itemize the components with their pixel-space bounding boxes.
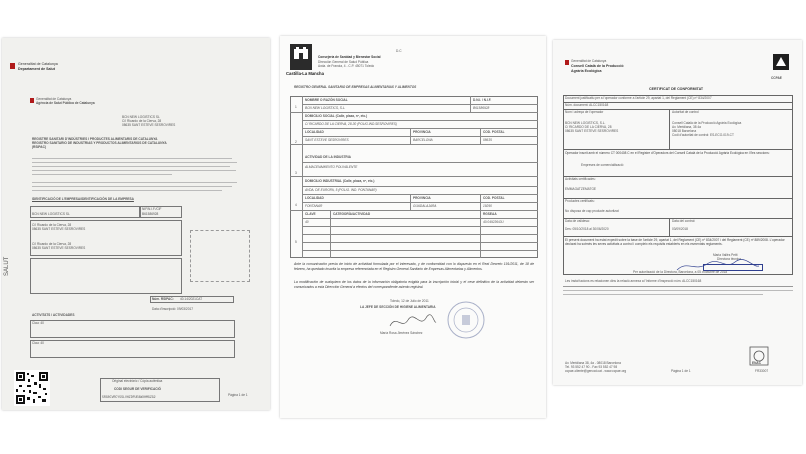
doc2-row-divider bbox=[290, 112, 538, 113]
doc2-body2: La modificación de cualquiera de los datos de la información obligatoria exigida para la inscripción inicial y el cese definitivo de la actividad deberán ser comunicados a esta Dirección General a efectos del correspondiente asiento registral. bbox=[294, 280, 534, 289]
doc3-text-line bbox=[563, 294, 763, 295]
doc1-dept: Departament de Salut bbox=[18, 67, 55, 71]
doc2-loc2-label: LOCALIDAD bbox=[305, 196, 324, 200]
doc1-side-label: SALUT bbox=[4, 256, 10, 276]
document-castilla-la-mancha-registration bbox=[280, 36, 546, 418]
doc1-text-line bbox=[32, 158, 232, 159]
doc1-text-line bbox=[32, 162, 237, 163]
doc2-row-num-1: 1 bbox=[295, 105, 297, 109]
generalitat-logo-icon bbox=[10, 63, 15, 69]
doc1-title1: REGISTRE SANITARI D'INDÚSTRIES I PRODUCTES ALIMENTARIS DE CATALUNYA bbox=[32, 137, 158, 141]
doc3-signer-name: Maria Vallès Petit bbox=[713, 253, 738, 257]
doc2-row3-label: ACTIVIDAD DE LA INDUSTRIA bbox=[305, 155, 351, 159]
doc1-text-line bbox=[32, 190, 222, 191]
doc3-reg-text: Operador inscrit amb el número CT 000408 C en el Registre d'Operadors del Consell Català de la Producció Agrària Ecològica en l'/les seccions: bbox=[565, 151, 770, 155]
doc2-row3-value: ALMACENAMIENTO POLIVALENTE bbox=[305, 165, 358, 169]
doc2-logo-text: Castilla-La Mancha bbox=[286, 71, 324, 76]
doc3-page: Pàgina 1 de 1 bbox=[671, 369, 691, 373]
doc2-consejeria: Consejería de Sanidad y Bienestar Social bbox=[318, 55, 381, 59]
doc2-row-num-3: 3 bbox=[295, 171, 297, 175]
doc1-text-line bbox=[32, 182, 237, 183]
doc3-control-label: Data del control: bbox=[672, 219, 696, 223]
doc3-op-street: C/ RICARDO DE LA CIERVA, 28 bbox=[565, 125, 612, 129]
doc3-body: El present document ha estat expedit sobre la base de l'article 29, apartat 1, del Reglament (CE) nº 834/2007 i del Reglament (CE) nº 889/2008. L'operador declarat ha sotmès les seves activitats a control i compleix els requisits establerts en els esmentats reglaments. bbox=[565, 238, 785, 247]
doc3-divider bbox=[563, 176, 793, 177]
doc1-company: BCN NEW LOGISTICS SL bbox=[122, 115, 160, 119]
doc2-cp2-label: COD. POSTAL bbox=[483, 196, 505, 200]
doc2-row-divider bbox=[302, 186, 538, 187]
doc1-gen: Generalitat de Catalunya bbox=[18, 62, 58, 66]
doc2-row-num-4: 4 bbox=[295, 203, 297, 207]
doc2-signer-role: LA JEFE DE SECCIÓN DE HIGIENE ALIMENTARIA bbox=[360, 305, 436, 309]
doc2-row-divider bbox=[302, 234, 538, 235]
doc3-auth-label: Autoritat de control bbox=[672, 110, 699, 114]
doc1-date: Data d'inscripció: 09/03/2017 bbox=[152, 307, 194, 311]
doc2-loc-label: LOCALIDAD bbox=[305, 130, 324, 134]
doc3-signer-role: Directora tècnica bbox=[717, 257, 741, 261]
doc1-class1: Clau: 40 bbox=[32, 321, 44, 325]
doc2-top-mark: D.C bbox=[396, 49, 402, 53]
doc3-gen: Generalitat de Catalunya bbox=[571, 59, 607, 63]
doc3-auth-street: Av. Meridiana, 38 4a bbox=[672, 125, 701, 129]
doc2-row-divider bbox=[302, 194, 538, 195]
doc2-row2-value: C/ RICARDO DE LA CIERVA, 28-30 (POLIG.IND.SESROVIRES) bbox=[305, 122, 397, 126]
qr-code-icon bbox=[14, 370, 50, 406]
doc3-ccpae: CCPAE bbox=[771, 76, 782, 80]
doc1-activities: ACTIVITATS / ACTIVIDADES bbox=[32, 313, 75, 317]
doc1-code: 5RG0CVRCY5SLVHZDFUE8WXHMGZG2 bbox=[102, 395, 156, 399]
generalitat-small-logo-icon bbox=[30, 98, 34, 103]
doc1-inner-gen: Generalitat de Catalunya bbox=[36, 97, 72, 101]
doc1-address-street-2: C/I Ricardo de la Cierva, 28 bbox=[32, 242, 72, 246]
doc2-row4-value: AVDA. DE EUROPA, 5 (POLIG. IND. PONTANAR) bbox=[305, 188, 377, 192]
doc2-cat-label: CATEGORÍA/ACTIVIDAD bbox=[333, 212, 371, 216]
doc1-reg-label: Núm. RSIPAC: bbox=[152, 297, 174, 301]
doc3-divider bbox=[563, 198, 793, 199]
doc2-dni-label: D.N.I. / N.I.F. bbox=[473, 98, 492, 102]
doc3-op-label: Nom i adreça de l'operador bbox=[565, 110, 604, 114]
doc1-street: C/I Ricardo de la Cierva, 28 bbox=[122, 119, 162, 123]
generalitat-logo-icon bbox=[565, 60, 569, 65]
doc2-prov2-label: PROVINCIA bbox=[413, 196, 431, 200]
doc1-city: 08635 SANT ESTEVE SESROVIRES bbox=[122, 123, 176, 127]
doc1-text-line bbox=[32, 174, 172, 175]
signature-icon bbox=[388, 312, 438, 332]
doc1-text-line bbox=[32, 166, 230, 167]
doc3-note: Les instal·lacions es relacionen dins la relació annexa a l'Informe d'Inspecció núm. ALCC150168 bbox=[565, 279, 702, 283]
doc3-products-val: No disposa de cap producte autoritzat bbox=[565, 209, 619, 213]
doc3-consell: Consell Català de la Producció bbox=[571, 64, 624, 68]
doc2-row-divider bbox=[302, 226, 538, 227]
doc2-header: REGISTRO GENERAL SANITARIO DE EMPRESAS ALIMENTARIAS Y ALIMENTOS bbox=[294, 85, 417, 89]
doc2-row-divider bbox=[302, 120, 538, 121]
doc2-col-divider bbox=[470, 96, 471, 112]
doc3-col-divider bbox=[669, 109, 670, 149]
doc3-divider bbox=[563, 286, 793, 287]
doc2-signed-at: Toledo, 12 de Julio de 2011 bbox=[390, 299, 429, 303]
doc1-title3: (RSIPAC) bbox=[32, 145, 46, 149]
doc3-auth-name: Consell Català de la Producció Agrària Ecològica bbox=[672, 121, 742, 125]
doc2-row-divider bbox=[302, 128, 538, 129]
doc2-row-divider bbox=[302, 162, 538, 163]
doc2-loc-value: SANT ESTEVE SESROVIRES bbox=[305, 138, 349, 142]
doc3-valid-label: Data de validesa: bbox=[565, 219, 590, 223]
doc3-divider bbox=[563, 236, 793, 237]
doc1-verify: CODI SEGUR DE VERIFICACIÓ bbox=[114, 387, 161, 391]
doc1-section: IDENTIFICACIÓ DE L'EMPRESA/IDENTIFICACIÓN DE LA EMPRESA bbox=[32, 197, 134, 201]
doc1-text-line bbox=[32, 170, 236, 171]
doc2-row-divider bbox=[302, 242, 538, 243]
doc1-stamp bbox=[190, 230, 250, 282]
doc2-cp-value: 08635 bbox=[483, 138, 492, 142]
doc1-class2: Clau: 40 bbox=[32, 341, 44, 345]
doc2-row-divider bbox=[302, 202, 538, 203]
doc2-direccion: Dirección General de Salud Pública bbox=[318, 60, 369, 64]
doc2-row-divider bbox=[302, 136, 538, 137]
doc2-signer-name: María Rosa Jiménez Sánchez bbox=[380, 331, 423, 335]
doc3-op-name: BCN NEW LOGISTICS, S.L. bbox=[565, 121, 606, 125]
doc1-nif-value: B61586928 bbox=[142, 212, 159, 216]
doc1-page: Pàgina 1 de 1 bbox=[228, 393, 248, 397]
official-stamp-icon bbox=[446, 300, 486, 340]
doc2-body1: Ante la comunicación previa de inicio de actividad formulada por el interesado, y de conformidad con lo dispuesto en el Real Decreto 191/2011, de 18 de febrero, ha quedado inscrita la empresa referenciada en el Registro General Sanitario de Empresas Alimentarias y Alimentos. bbox=[294, 262, 534, 271]
doc2-loc2-value: FONTANAR bbox=[305, 204, 323, 208]
doc2-row-divider bbox=[302, 218, 538, 219]
doc1-address-city: 08635 SANT ESTEVE SESROVIRES bbox=[32, 227, 86, 231]
doc3-enac: ENAC bbox=[752, 361, 762, 365]
doc3-cert-label: Activitats certificades: bbox=[565, 177, 596, 181]
doc3-divider bbox=[563, 149, 793, 150]
doc2-row-divider bbox=[290, 176, 538, 177]
doc2-row1-label: NOMBRE O RAZÓN SOCIAL bbox=[305, 98, 348, 102]
doc3-signed-by: Per autorització de la Directora, Barcelona, a 05 d'octubre de 2018 bbox=[633, 270, 728, 274]
doc2-address: Avda. de Francia, 4 - C.P. 45071 Toledo bbox=[318, 64, 375, 68]
doc1-address-city-2: 08635 SANT ESTEVE SESROVIRES bbox=[32, 246, 86, 250]
doc3-title: CERTIFICAT DE CONFORMITAT bbox=[649, 87, 704, 91]
doc1-address-box-2 bbox=[30, 258, 182, 294]
doc3-intro: Document justificatiu per a l'operador conforme a l'article 29, apartat 1, del Reglament (CE) nº 834/2007 bbox=[565, 96, 712, 100]
doc2-row-num-5: 5 bbox=[295, 240, 297, 244]
doc2-prov-value: BARCELONA bbox=[413, 138, 433, 142]
doc2-rgseaa-value: 40.049236/GU bbox=[483, 220, 504, 224]
doc3-auth-city: 08018 Barcelona bbox=[672, 129, 697, 133]
doc1-text-line bbox=[32, 186, 232, 187]
doc1-name-value: BCN NEW LOGISTICS SL bbox=[32, 212, 70, 216]
doc1-address-street: C/I Ricardo de la Cierva, 28 bbox=[32, 223, 72, 227]
doc3-agraria: Agrària Ecològica bbox=[571, 69, 602, 73]
doc3-text-line bbox=[563, 290, 793, 291]
doc3-doc-num: Núm. document: ALCC150168 bbox=[565, 103, 609, 107]
ccpae-logo-icon bbox=[773, 54, 789, 76]
doc2-row1-value: BCN NEW LOGISTICS, S.L. bbox=[305, 106, 346, 110]
doc3-products-label: Productes certificats: bbox=[565, 199, 595, 203]
doc3-col-divider bbox=[669, 218, 670, 236]
castilla-la-mancha-logo-icon bbox=[290, 44, 312, 70]
doc3-op-city: 08635 SANT ESTEVE SESROVIRES bbox=[565, 129, 619, 133]
doc1-reg-value: 40.14/2021CAT bbox=[180, 297, 203, 301]
doc3-control-val: 03/09/2018 bbox=[672, 227, 688, 231]
document-ccpae-certificate bbox=[553, 40, 802, 385]
doc2-dni-value: B61586928 bbox=[473, 106, 490, 110]
doc2-cp-label: COD. POSTAL bbox=[483, 130, 505, 134]
doc2-row-num-2: 2 bbox=[295, 140, 297, 144]
doc3-section-val: Empreses de comercialització bbox=[581, 163, 624, 167]
doc2-prov2-value: GUADALAJARA bbox=[413, 204, 437, 208]
doc2-row-divider bbox=[290, 144, 538, 145]
doc3-valid-val: Des: 05/10/2018 al 30/06/2020 bbox=[565, 227, 609, 231]
doc2-prov-label: PROVINCIA bbox=[413, 130, 431, 134]
doc2-row-divider bbox=[302, 104, 538, 105]
doc2-clave-value: 40 bbox=[305, 220, 309, 224]
doc1-original: Original electrònic / Còpia autèntica bbox=[112, 379, 163, 383]
doc2-rgseaa-label: RGSEAA bbox=[483, 212, 497, 216]
doc3-ref: FR33007 bbox=[755, 369, 769, 373]
doc2-row-divider bbox=[290, 210, 538, 211]
document-salut-registration bbox=[2, 38, 270, 410]
doc3-cert-val: EMMAGATZEMATGE bbox=[565, 187, 597, 191]
doc2-row4-label: DOMICILIO INDUSTRIAL (Calle, plaza, nº, etc.) bbox=[305, 179, 375, 183]
doc1-title2: REGISTRO SANITARIO DE INDUSTRIAS Y PRODUCTOS ALIMENTARIOS DE CATALUNYA bbox=[32, 141, 167, 145]
doc2-cp2-value: 19290 bbox=[483, 204, 492, 208]
doc3-auth-code: Codi d'autoritat de control: ES-ECO-019-CT bbox=[672, 133, 734, 137]
doc3-footer3: ccpae-cliente@gencat.cat - www.ccpae.org bbox=[565, 369, 627, 373]
doc3-footer2: Tel. 93 552 47 90 - Fax 93 552 47 98 bbox=[565, 365, 618, 369]
doc2-row-divider bbox=[302, 250, 538, 251]
doc1-activity-box-1 bbox=[30, 320, 235, 338]
doc1-nif-label: NIF/N.I.F./CIF bbox=[142, 207, 162, 211]
doc2-row2-label: DOMICILIO SOCIAL (Calle, plaza, nº, etc.) bbox=[305, 114, 368, 118]
doc2-clave-label: CLAVE bbox=[305, 212, 316, 216]
doc1-agency: Agència de Salut Pública de Catalunya bbox=[36, 101, 95, 105]
doc3-footer1: Av. Meridiana 38, 4a - 08018 Barcelona bbox=[565, 361, 621, 365]
doc1-activity-box-2 bbox=[30, 340, 235, 358]
